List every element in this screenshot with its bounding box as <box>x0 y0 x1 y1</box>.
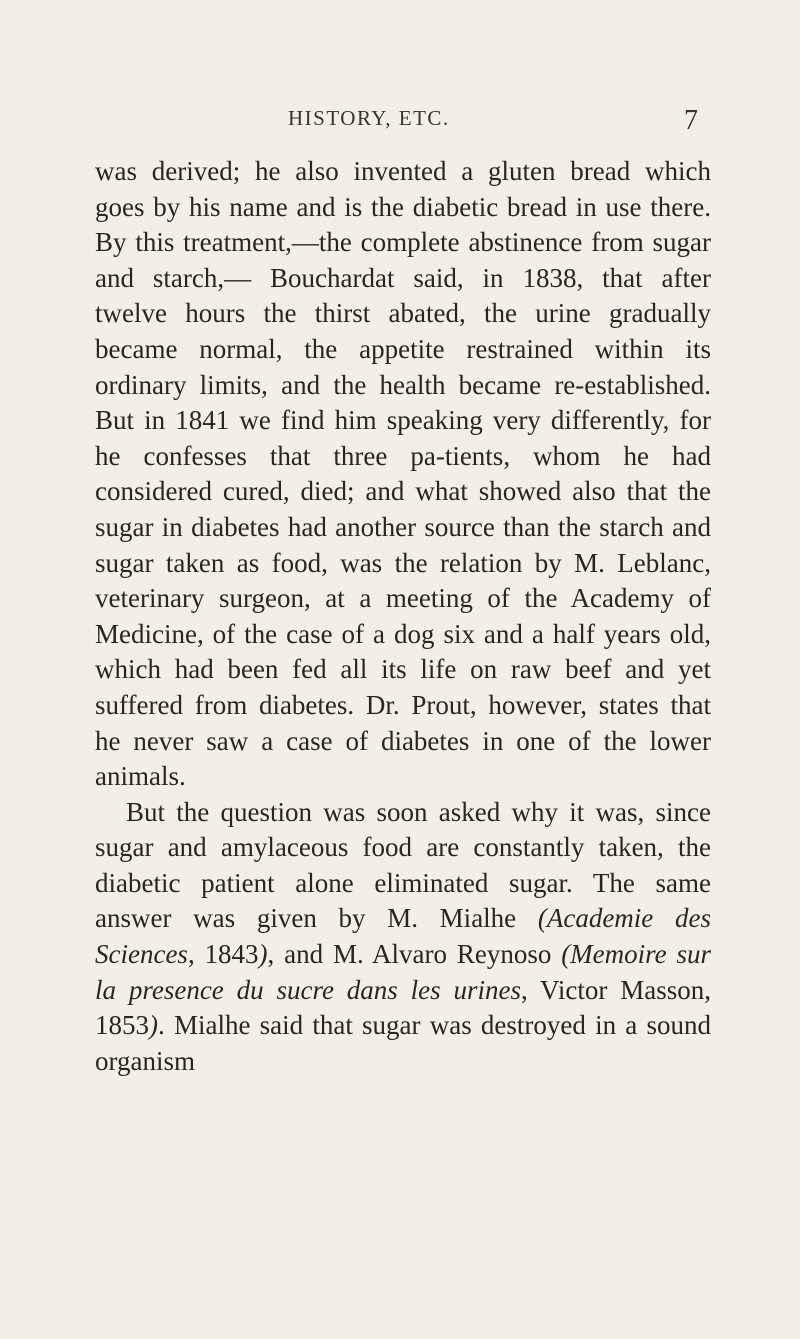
paragraph-2 <box>95 795 711 1080</box>
page-number: 7 <box>684 105 698 136</box>
citation-academie-year: , 1843 <box>187 939 259 970</box>
citation-memoire-title: (Memoire sur la presence du sucre dans les urines <box>95 939 711 1005</box>
citation-memoire-close: ) <box>149 1010 158 1041</box>
paragraph-2-text-end: . Mialhe said that sugar was destroyed in a sound organism <box>95 1010 711 1076</box>
paragraph-2-text: But the question was soon asked why it was, since sugar and amylaceous food are constantly taken, the diabetic patient alone eliminated sugar. The same answer was given by M. Mialhe <box>95 796 711 934</box>
running-header <box>0 106 800 136</box>
running-title: HISTORY, ETC. <box>288 106 450 130</box>
body-text <box>95 154 711 1079</box>
citation-memoire-publisher: , Victor Masson, 1853 <box>95 974 711 1041</box>
citation-academie-title: (Academie des Sciences <box>95 903 711 970</box>
paragraph-1 <box>95 154 711 795</box>
paragraph-1-text: was derived; he also invented a gluten bread which goes by his name and is the diabetic bread in use there. By this treatment,—the complete abstinence from sugar and starch,— Bouchardat said, in 1838, that after twelve hours the thirst abated, the urine gradually became normal, the appetite restrained within its ordinary limits, and the health became re-established. But in 1841 we find him speaking very differently, for he confesses that three pa-tients, whom he had considered cured, died; and what showed also that the sugar in diabetes had another source than the starch and sugar taken as food, was the relation by M. Leblanc, veterinary surgeon, at a meeting of the Academy of Medicine, of the case of a dog six and a half years old, which had been fed all its life on raw beef and yet suffered from diabetes. Dr. Prout, however, states that he never saw a case of diabetes in one of the lower animals. <box>95 156 711 792</box>
paragraph-2-text-mid: , and M. Alvaro Reynoso <box>267 939 562 970</box>
citation-academie-close: ) <box>258 939 268 970</box>
